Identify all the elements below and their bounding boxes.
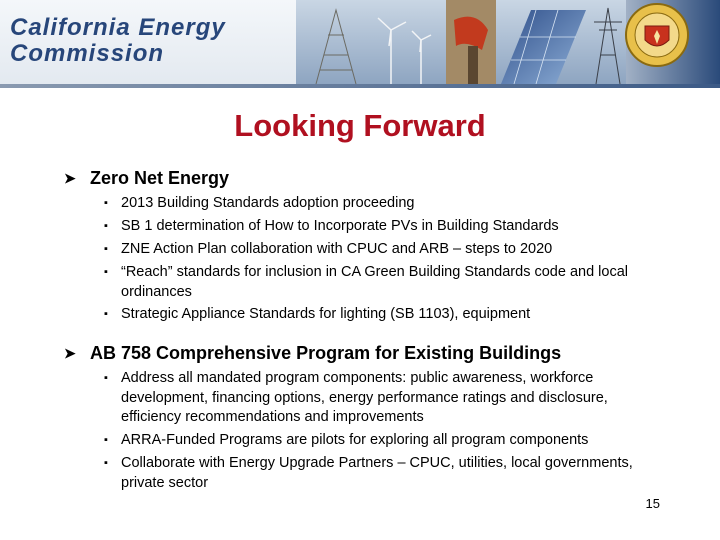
arrow-bullet-icon: ➤	[64, 345, 76, 361]
header-divider	[0, 84, 720, 88]
list-item-text: SB 1 determination of How to Incorporate PVs in Building Standards	[121, 218, 559, 234]
logo-text-line2: Commission	[10, 40, 165, 67]
list-item-text: Address all mandated program components: public awareness, workforce development, financing options, energy performance ratings and disclosure, efficiency recommendations and improvements	[121, 370, 608, 425]
state-seal-icon	[624, 2, 690, 68]
logo-area	[0, 0, 300, 84]
list-item-text: Strategic Appliance Standards for lighting (SB 1103), equipment	[121, 306, 531, 322]
square-bullet-icon: ▪	[104, 266, 108, 278]
page-number: 15	[645, 496, 660, 511]
square-bullet-icon: ▪	[104, 308, 108, 320]
square-bullet-icon: ▪	[104, 220, 108, 232]
square-bullet-icon: ▪	[104, 457, 108, 469]
section-heading: Zero Net Energy	[90, 168, 230, 188]
fuel-pump-icon	[446, 0, 496, 84]
square-bullet-icon: ▪	[104, 243, 108, 255]
square-bullet-icon: ▪	[104, 372, 108, 384]
arrow-bullet-icon: ➤	[64, 170, 76, 186]
list-item-text: 2013 Building Standards adoption proceeding	[121, 195, 415, 211]
header-banner	[0, 0, 720, 84]
square-bullet-icon: ▪	[104, 197, 108, 209]
list-item-text: ZNE Action Plan collaboration with CPUC and ARB – steps to 2020	[121, 241, 553, 257]
list-item-text: “Reach” standards for inclusion in CA Green Building Standards code and local ordinances	[121, 264, 628, 300]
logo-text-line1: California Energy	[10, 14, 226, 41]
list-item-text: Collaborate with Energy Upgrade Partners – CPUC, utilities, local governments, private sector	[121, 455, 633, 491]
list-item-text: ARRA-Funded Programs are pilots for exploring all program components	[121, 432, 589, 448]
section-heading: AB 758 Comprehensive Program for Existing Buildings	[90, 343, 562, 363]
slide-title: Looking Forward	[234, 108, 486, 143]
energy-photo-collage	[296, 0, 626, 84]
square-bullet-icon: ▪	[104, 434, 108, 446]
